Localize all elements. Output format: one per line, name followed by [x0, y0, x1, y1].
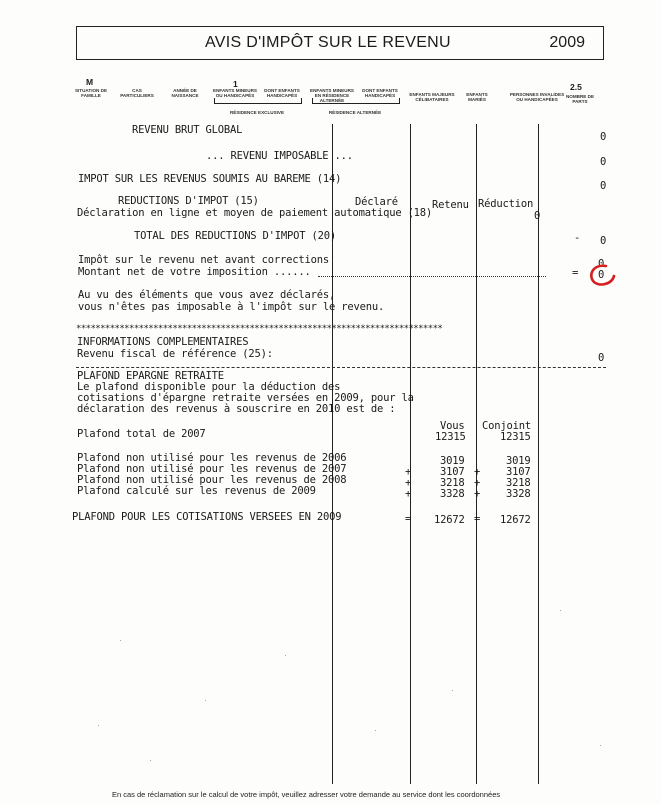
montant-net-sign: = — [572, 267, 579, 279]
dashed-separator — [76, 367, 606, 368]
header-col-3: ENFANTS MINEURS OU HANDICAPÉS — [213, 88, 257, 98]
column-rule-2 — [410, 124, 411, 784]
plafond-row-vous: 3107 — [440, 466, 465, 478]
header-col-5: ENFANTS MINEURS EN RÉSIDENCE ALTERNÉE — [310, 88, 354, 103]
header-col-8: ENFANTS MARIÉS — [466, 92, 488, 102]
col-reduction: Réduction — [478, 198, 534, 210]
plafond-row-conjoint: 3218 — [506, 477, 531, 489]
impot-net-label: Impôt sur le revenu net avant corrections — [78, 254, 329, 266]
document-year: 2009 — [549, 34, 585, 51]
plafond-row-conjoint: 3019 — [506, 455, 531, 467]
plafond-row-sign: + — [405, 466, 412, 478]
montant-net-label: Montant net de votre imposition ...... — [78, 266, 311, 278]
plafond-row-vous: 3019 — [440, 455, 465, 467]
plafond-final-label: PLAFOND POUR LES COTISATIONS VERSEES EN 2009 — [72, 511, 342, 523]
plafond-row-sign2: + — [474, 466, 481, 478]
header-col-4: DONT ENFANTS HANDICAPÉS — [264, 88, 300, 98]
bracket-tick — [399, 98, 400, 103]
revenu-imposable-value: 0 — [600, 156, 607, 168]
plafond-total-vous: 12315 — [435, 431, 466, 443]
header-parts: NOMBRE DE PARTS — [565, 94, 595, 104]
title-box — [76, 26, 604, 60]
plafond-row-vous: 3328 — [440, 488, 465, 500]
bracket-residence-exclusive — [214, 103, 302, 104]
scan-speck — [600, 745, 601, 746]
col-conjoint: Conjoint — [482, 420, 531, 432]
plafond-total-conjoint: 12315 — [500, 431, 531, 443]
sub-label-alternee: RÉSIDENCE ALTERNÉE — [328, 110, 382, 115]
header-situation: SITUATION DE FAMILLE — [74, 88, 108, 98]
bracket-tick — [214, 98, 215, 103]
red-circle-annotation — [586, 262, 618, 288]
bracket-tick — [301, 98, 302, 103]
header-col-7: ENFANTS MAJEURS CÉLIBATAIRES — [409, 92, 455, 102]
scan-speck — [205, 700, 206, 701]
header-col-1: CAS PARTICULIERS — [120, 88, 154, 98]
plafond-row-sign: + — [405, 488, 412, 500]
plafond-row-label: Plafond non utilisé pour les revenus de 2006 — [77, 452, 347, 464]
scan-speck — [285, 655, 286, 656]
sub-label-exclusive: RÉSIDENCE EXCLUSIVE — [229, 110, 285, 115]
column-rule-4 — [538, 124, 539, 784]
scan-speck — [98, 725, 99, 726]
col-retenu: Retenu — [432, 199, 469, 211]
plafond-row-vous: 3218 — [440, 477, 465, 489]
column-rule-3 — [476, 124, 477, 784]
plafond-total-label: Plafond total de 2007 — [77, 428, 206, 440]
document-title: AVIS D'IMPÔT SUR LE REVENU — [205, 34, 451, 51]
montant-net-value: 0 — [598, 269, 605, 281]
plafond-row-conjoint: 3107 — [506, 466, 531, 478]
parts-value: 2.5 — [570, 82, 582, 92]
declaration-ligne-value: 0 — [534, 210, 541, 222]
col-vous: Vous — [440, 420, 465, 432]
bracket-tick — [312, 98, 313, 103]
revenu-brut-value: 0 — [600, 131, 607, 143]
au-vu-line-2: vous n'êtes pas imposable à l'impôt sur le revenu. — [78, 301, 385, 313]
montant-net-leader-dots — [318, 276, 546, 277]
plafond-text-3: déclaration des revenus à souscrire en 2010 est de : — [77, 403, 396, 415]
header-col-9: PERSONNES INVALIDES OU HANDICAPÉES — [509, 92, 565, 102]
plafond-row-sign: + — [405, 477, 412, 489]
stars-separator: **************************************************************************** — [76, 324, 443, 334]
enfants-value: 1 — [233, 79, 238, 89]
plafond-row-label: Plafond calculé sur les revenus de 2009 — [77, 485, 316, 497]
plafond-heading: PLAFOND EPARGNE RETRAITE — [77, 370, 224, 382]
scan-speck — [375, 730, 376, 731]
plafond-final-vous: 12672 — [434, 514, 465, 526]
au-vu-line-1: Au vu des éléments que vous avez déclarés, — [78, 289, 336, 301]
rfr-value: 0 — [598, 352, 605, 364]
declaration-ligne-label: Déclaration en ligne et moyen de paiement automatique (18) — [77, 207, 433, 219]
reductions-heading: REDUCTIONS D'IMPOT (15) — [118, 195, 259, 207]
total-reductions-label: TOTAL DES REDUCTIONS D'IMPOT (20) — [134, 230, 337, 242]
rfr-label: Revenu fiscal de référence (25): — [77, 348, 273, 360]
situation-letter: M — [86, 77, 94, 87]
plafond-final-conjoint: 12672 — [500, 514, 531, 526]
impot-bareme-value: 0 — [600, 180, 607, 192]
plafond-final-sign: = — [405, 513, 412, 525]
impot-net-value: 0 — [598, 258, 605, 270]
scan-speck — [120, 640, 121, 641]
total-reductions-sign: - — [574, 232, 581, 244]
plafond-text-1: Le plafond disponible pour la déduction des — [77, 381, 341, 393]
revenu-imposable-label: ... REVENU IMPOSABLE ... — [206, 150, 353, 162]
plafond-row-sign2: + — [474, 488, 481, 500]
header-col-2: ANNÉE DE NAISSANCE — [171, 88, 199, 98]
scan-speck — [150, 760, 151, 761]
plafond-row-label: Plafond non utilisé pour les revenus de 2007 — [77, 463, 347, 475]
plafond-text-2: cotisations d'épargne retraite versées en 2009, pour la — [77, 392, 414, 404]
plafond-row-label: Plafond non utilisé pour les revenus de 2008 — [77, 474, 347, 486]
bracket-residence-alternee — [312, 103, 400, 104]
header-col-6: DONT ENFANTS HANDICAPÉS — [362, 88, 398, 98]
scan-speck — [560, 610, 561, 611]
impot-bareme-label: IMPOT SUR LES REVENUS SOUMIS AU BAREME (14) — [78, 173, 342, 185]
col-declare: Déclaré — [355, 196, 398, 208]
plafond-final-sign2: = — [474, 513, 481, 525]
plafond-row-sign2: + — [474, 477, 481, 489]
info-heading: INFORMATIONS COMPLEMENTAIRES — [77, 336, 249, 348]
scan-speck — [452, 690, 453, 691]
revenu-brut-label: REVENU BRUT GLOBAL — [132, 124, 243, 136]
plafond-row-conjoint: 3328 — [506, 488, 531, 500]
total-reductions-value: 0 — [600, 235, 607, 247]
footer-notice: En cas de réclamation sur le calcul de votre impôt, veuillez adresser votre demande au service dont les coordonnées — [112, 790, 501, 799]
